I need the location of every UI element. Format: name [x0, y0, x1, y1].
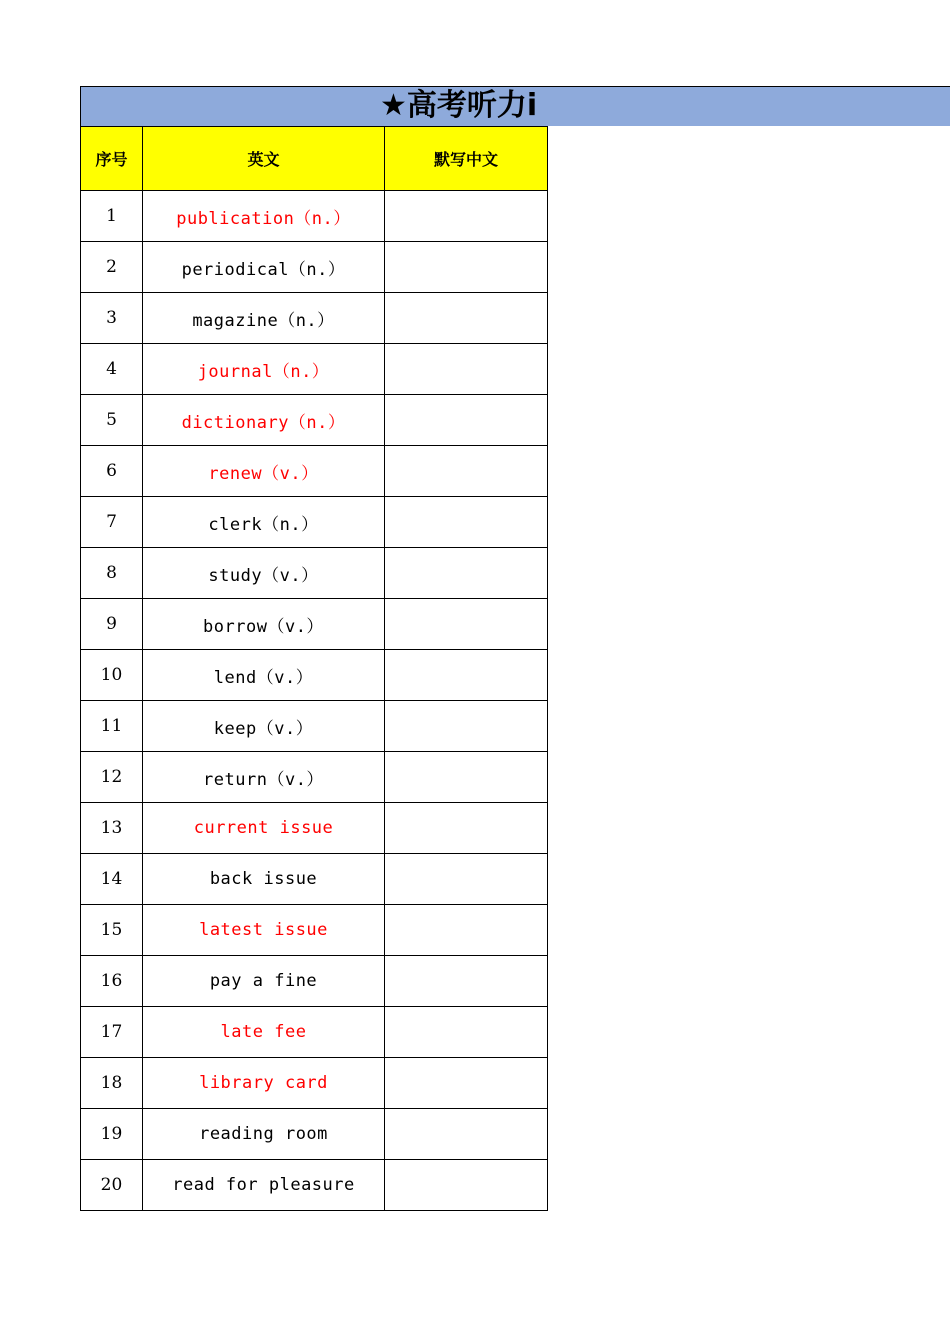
table-row	[81, 395, 548, 446]
row-dictation-cell[interactable]	[385, 650, 548, 701]
row-dictation-cell[interactable]	[385, 446, 548, 497]
row-index: 18	[81, 1058, 143, 1109]
row-english: study（v.）	[143, 548, 385, 599]
row-index: 10	[81, 650, 143, 701]
table-row	[81, 1160, 548, 1211]
table-row	[81, 752, 548, 803]
row-dictation-cell[interactable]	[385, 548, 548, 599]
table-row	[81, 293, 548, 344]
table-row	[81, 1109, 548, 1160]
row-dictation-cell[interactable]	[385, 905, 548, 956]
row-dictation-cell[interactable]	[385, 956, 548, 1007]
row-index: 3	[81, 293, 143, 344]
table-row	[81, 650, 548, 701]
row-english: back issue	[143, 854, 385, 905]
table-row	[81, 497, 548, 548]
vocabulary-table	[80, 126, 548, 1211]
row-dictation-cell[interactable]	[385, 1109, 548, 1160]
row-english: clerk（n.）	[143, 497, 385, 548]
row-english: magazine（n.）	[143, 293, 385, 344]
sheet-title: ★高考听力i	[380, 88, 538, 123]
row-dictation-cell[interactable]	[385, 1058, 548, 1109]
table-row	[81, 599, 548, 650]
row-index: 15	[81, 905, 143, 956]
row-index: 1	[81, 191, 143, 242]
row-dictation-cell[interactable]	[385, 1160, 548, 1211]
row-dictation-cell[interactable]	[385, 752, 548, 803]
row-index: 2	[81, 242, 143, 293]
row-english: return（v.）	[143, 752, 385, 803]
row-english: keep（v.）	[143, 701, 385, 752]
row-index: 12	[81, 752, 143, 803]
row-english: borrow（v.）	[143, 599, 385, 650]
table-row	[81, 446, 548, 497]
row-dictation-cell[interactable]	[385, 344, 548, 395]
row-dictation-cell[interactable]	[385, 599, 548, 650]
row-index: 9	[81, 599, 143, 650]
table-row	[81, 803, 548, 854]
row-index: 17	[81, 1007, 143, 1058]
row-index: 11	[81, 701, 143, 752]
table-row	[81, 956, 548, 1007]
row-english: dictionary（n.）	[143, 395, 385, 446]
title-clip	[80, 86, 547, 126]
row-english: latest issue	[143, 905, 385, 956]
row-dictation-cell[interactable]	[385, 854, 548, 905]
row-dictation-cell[interactable]	[385, 701, 548, 752]
table-row	[81, 1007, 548, 1058]
row-dictation-cell[interactable]	[385, 293, 548, 344]
table-row	[81, 854, 548, 905]
row-index: 6	[81, 446, 143, 497]
row-index: 14	[81, 854, 143, 905]
row-english: late fee	[143, 1007, 385, 1058]
row-english: lend（v.）	[143, 650, 385, 701]
table-row	[81, 242, 548, 293]
row-index: 4	[81, 344, 143, 395]
row-english: reading room	[143, 1109, 385, 1160]
header-index: 序号	[81, 127, 143, 191]
header-dictation: 默写中文	[385, 127, 548, 191]
row-english: library card	[143, 1058, 385, 1109]
row-index: 20	[81, 1160, 143, 1211]
row-index: 19	[81, 1109, 143, 1160]
row-dictation-cell[interactable]	[385, 191, 548, 242]
row-english: read for pleasure	[143, 1160, 385, 1211]
table-row	[81, 905, 548, 956]
table-row	[81, 1058, 548, 1109]
row-dictation-cell[interactable]	[385, 803, 548, 854]
row-index: 13	[81, 803, 143, 854]
row-english: current issue	[143, 803, 385, 854]
row-dictation-cell[interactable]	[385, 497, 548, 548]
row-index: 8	[81, 548, 143, 599]
table-row	[81, 548, 548, 599]
table-row	[81, 191, 548, 242]
row-dictation-cell[interactable]	[385, 242, 548, 293]
table-row	[81, 344, 548, 395]
row-english: journal（n.）	[143, 344, 385, 395]
table-row	[81, 701, 548, 752]
header-row	[81, 127, 548, 191]
row-english: renew（v.）	[143, 446, 385, 497]
row-dictation-cell[interactable]	[385, 1007, 548, 1058]
header-english: 英文	[143, 127, 385, 191]
row-index: 7	[81, 497, 143, 548]
row-english: publication（n.）	[143, 191, 385, 242]
row-english: pay a fine	[143, 956, 385, 1007]
row-index: 16	[81, 956, 143, 1007]
row-english: periodical（n.）	[143, 242, 385, 293]
row-dictation-cell[interactable]	[385, 395, 548, 446]
row-index: 5	[81, 395, 143, 446]
